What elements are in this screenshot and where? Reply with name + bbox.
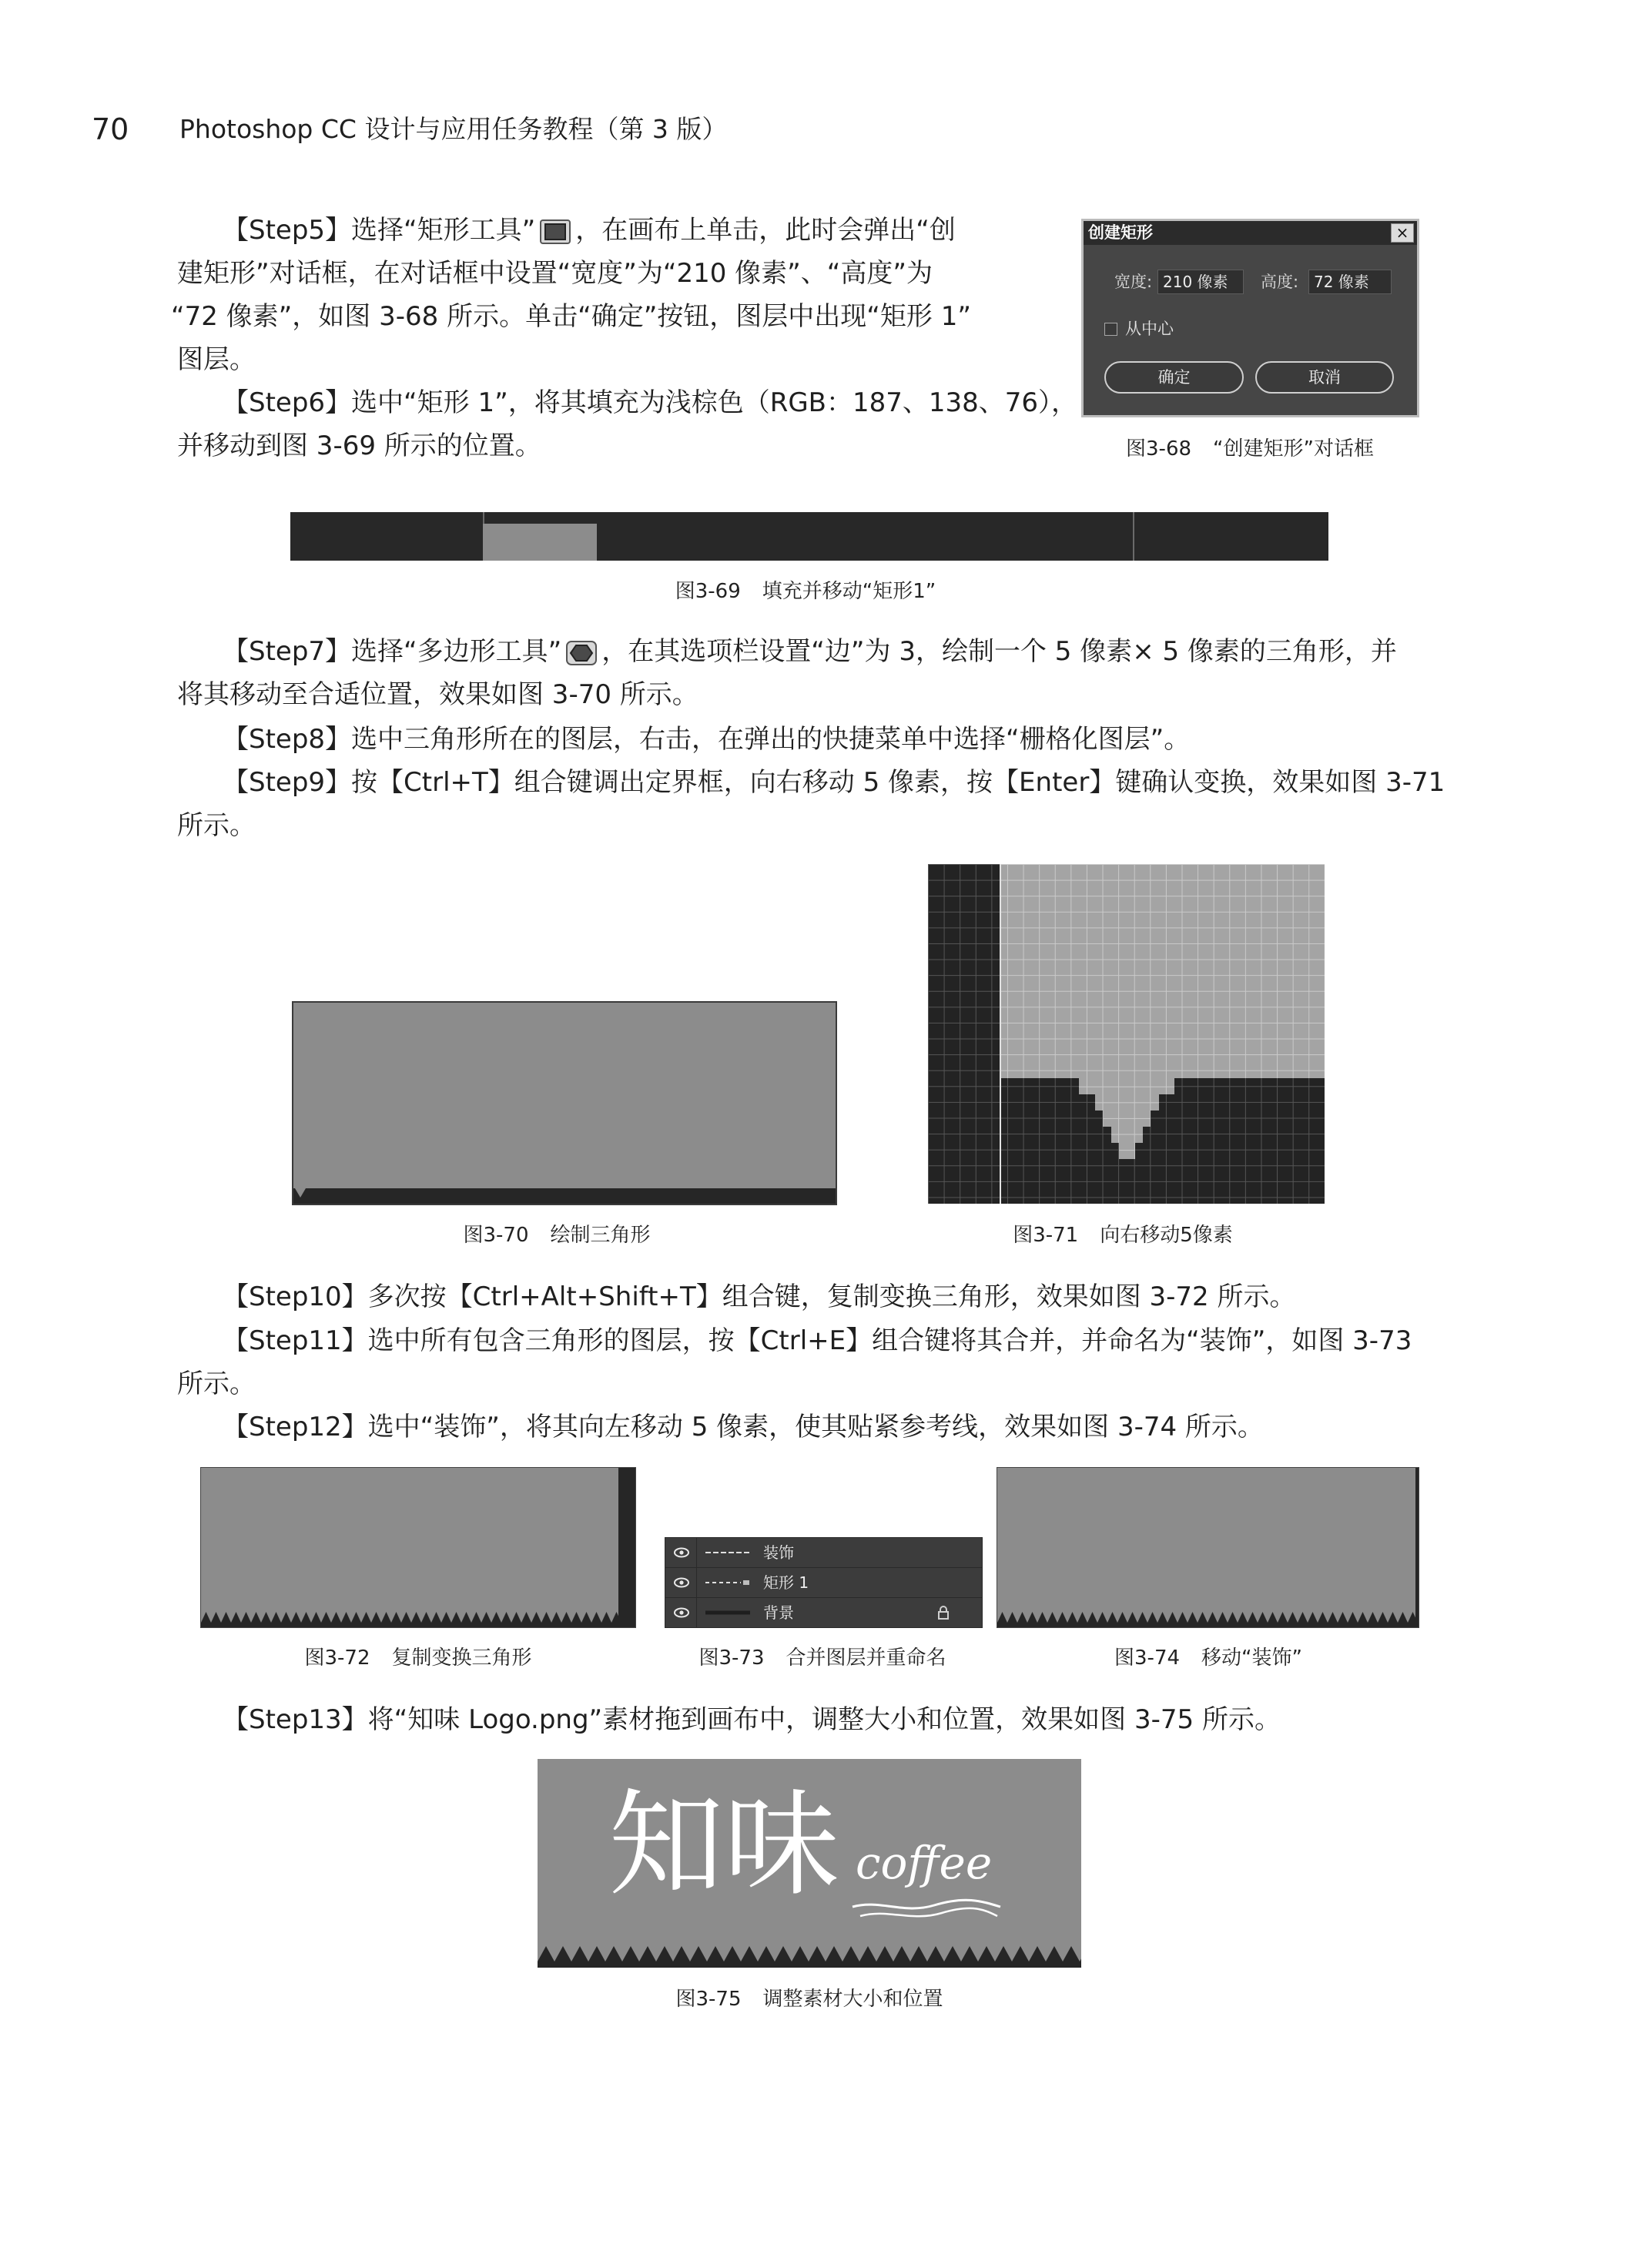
figure-number: 图3-73 [698, 1647, 765, 1670]
step10-line-1: 【Step10】多次按【Ctrl+Alt+Shift+T】组合键，复制变换三角形，效果如图 3-72 所示。 [223, 1281, 1296, 1312]
width-label: 宽度: [1114, 273, 1153, 291]
triangle-row [1111, 1127, 1143, 1143]
step13-line-1: 【Step13】将“知味 Logo.png”素材拖到画布中，调整大小和位置，效果如图 3-75 所示。 [223, 1704, 1281, 1735]
layers-panel [665, 1537, 983, 1628]
layer-row-decoration[interactable] [665, 1538, 982, 1568]
dialog-title: 创建矩形 [1088, 223, 1153, 242]
step7-text-b: ，在其选项栏设置“边”为 3，绘制一个 5 像素× 5 像素的三角形，并 [601, 636, 1397, 667]
page-number: 70 [92, 112, 129, 146]
dark-edge [1415, 1468, 1419, 1628]
figure-caption-3-75 [578, 1987, 1040, 2012]
step5-line-1 [223, 215, 956, 251]
figure-number: 图3-68 [1126, 437, 1192, 461]
figure-title: 向右移动5像素 [1100, 1224, 1233, 1247]
divider [696, 1568, 697, 1597]
figure-3-70-triangle-canvas [292, 1001, 837, 1205]
step7-text-a: 【Step7】选择“多边形工具” [223, 636, 562, 667]
zigzag-decoration [538, 1946, 1081, 1968]
dark-edge [618, 1468, 635, 1628]
figure-number: 图3-71 [1013, 1224, 1079, 1247]
dialog-title-bar [1084, 221, 1417, 245]
single-triangle [295, 1188, 307, 1204]
step5-line-2: 建矩形”对话框，在对话框中设置“宽度”为“210 像素”、“高度”为 [177, 258, 933, 289]
figure-3-72-zigzag-canvas [200, 1467, 636, 1628]
height-field[interactable]: 72 像素 [1308, 270, 1392, 294]
step5-line-4: 图层。 [177, 344, 256, 375]
figure-number: 图3-70 [463, 1224, 529, 1247]
step5-text-b: ，在画布上单击，此时会弹出“创 [575, 215, 956, 246]
figure-3-69-canvas-bar [290, 512, 1328, 561]
step6-line-2: 并移动到图 3-69 所示的位置。 [177, 430, 541, 461]
from-center-label: 从中心 [1125, 320, 1174, 338]
close-icon[interactable]: × [1391, 223, 1414, 243]
step11-line-1: 【Step11】选中所有包含三角形的图层，按【Ctrl+E】组合键将其合并，并命名为“装饰”，如图 3-73 [223, 1325, 1412, 1356]
from-center-checkbox[interactable] [1104, 323, 1117, 336]
ok-button[interactable]: 确定 [1104, 361, 1244, 394]
eye-icon[interactable] [673, 1546, 690, 1559]
triangle-row [1119, 1143, 1135, 1159]
figure-number: 图3-69 [675, 580, 741, 603]
step6-line-1: 【Step6】选中“矩形 1”，将其填充为浅棕色（RGB：187、138、76）， [223, 387, 1078, 418]
logo-chinese-text: 知味 [608, 1778, 840, 1912]
light-region [1001, 864, 1325, 1078]
width-field[interactable]: 210 像素 [1157, 270, 1244, 294]
dark-band [293, 1188, 836, 1204]
cancel-button[interactable]: 取消 [1255, 361, 1394, 394]
create-rectangle-dialog [1081, 219, 1419, 417]
figure-caption-3-73 [668, 1646, 976, 1670]
guide-line [1000, 864, 1001, 1204]
rectangle-tool-icon [540, 219, 571, 251]
figure-caption-3-69 [574, 579, 1037, 604]
figure-caption-3-71 [930, 1223, 1315, 1248]
step8-line-1: 【Step8】选中三角形所在的图层，右击，在弹出的快捷菜单中选择“栅格化图层”。 [223, 724, 1191, 755]
guide-line [1133, 512, 1134, 561]
triangle-row [1103, 1111, 1151, 1127]
layer-name: 矩形 1 [763, 1573, 809, 1592]
figure-caption-3-68 [1057, 437, 1442, 461]
eye-icon[interactable] [673, 1576, 690, 1589]
figure-title: 调整素材大小和位置 [762, 1988, 943, 2011]
layer-name: 背景 [763, 1603, 794, 1622]
lock-icon [936, 1605, 950, 1620]
step12-line-1: 【Step12】选中“装饰”，将其向左移动 5 像素，使其贴紧参考线，效果如图 3-74 所示。 [223, 1412, 1264, 1442]
figure-title: 移动“装饰” [1201, 1647, 1302, 1670]
triangle-row [1079, 1078, 1174, 1094]
layer-thumbnail [704, 1609, 752, 1616]
layer-row-background[interactable] [665, 1598, 982, 1627]
figure-caption-3-72 [264, 1646, 572, 1670]
figure-caption-3-74 [1054, 1646, 1362, 1670]
running-header-title: Photoshop CC 设计与应用任务教程（第 3 版） [179, 114, 728, 144]
step11-line-2: 所示。 [177, 1369, 256, 1399]
divider [696, 1538, 697, 1567]
logo-english-text: coffee [856, 1837, 993, 1889]
step9-line-1: 【Step9】按【Ctrl+T】组合键调出定界框，向右移动 5 像素，按【Enter】键确认变换，效果如图 3-71 [223, 767, 1445, 798]
zigzag-decoration [997, 1612, 1419, 1627]
figure-caption-3-70 [364, 1223, 749, 1248]
figure-title: 填充并移动“矩形1” [762, 580, 936, 603]
figure-title: 合并图层并重命名 [786, 1647, 946, 1670]
step9-line-2: 所示。 [177, 810, 256, 841]
figure-title: 复制变换三角形 [391, 1647, 532, 1670]
figure-number: 图3-72 [304, 1647, 370, 1670]
layer-thumbnail [704, 1549, 752, 1556]
figure-number: 图3-75 [675, 1988, 742, 2011]
triangle-row [1095, 1094, 1159, 1111]
step5-text-a: 【Step5】选择“矩形工具” [223, 215, 536, 246]
figure-number: 图3-74 [1114, 1647, 1181, 1670]
layer-name: 装饰 [763, 1543, 794, 1562]
height-label: 高度: [1261, 273, 1299, 291]
figure-title: 绘制三角形 [550, 1224, 651, 1247]
figure-3-75-logo-canvas [538, 1759, 1081, 1968]
logo-swoosh [849, 1896, 1003, 1924]
step7-line-1 [223, 636, 1397, 672]
figure-3-71-pixel-grid [928, 864, 1325, 1204]
step5-line-3: “72 像素”，如图 3-68 所示。单击“确定”按钮，图层中出现“矩形 1” [171, 301, 971, 332]
eye-icon[interactable] [673, 1606, 690, 1619]
step7-line-2: 将其移动至合适位置，效果如图 3-70 所示。 [177, 679, 698, 710]
rectangle-1-fill [483, 524, 597, 561]
divider [696, 1598, 697, 1627]
layer-row-rectangle-1[interactable] [665, 1568, 982, 1598]
zigzag-decoration [201, 1612, 636, 1627]
polygon-tool-icon [566, 641, 597, 672]
guide-line [483, 512, 484, 524]
figure-title: “创建矩形”对话框 [1213, 437, 1374, 461]
figure-3-74-zigzag-canvas [997, 1467, 1419, 1628]
layer-thumbnail [704, 1579, 752, 1586]
